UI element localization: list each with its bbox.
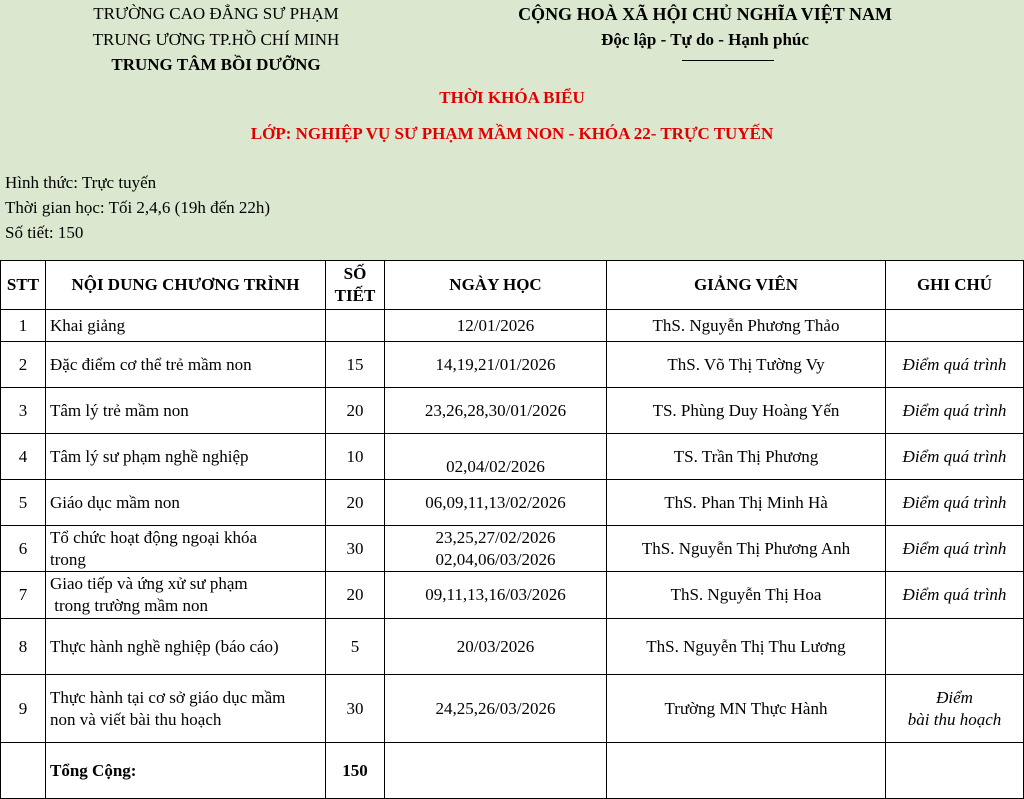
header-lecturer: GIẢNG VIÊN bbox=[607, 261, 886, 310]
row-note bbox=[886, 310, 1024, 342]
row-periods: 10 bbox=[326, 434, 385, 480]
row-note bbox=[886, 619, 1024, 675]
header-content: NỘI DUNG CHƯƠNG TRÌNH bbox=[46, 261, 326, 310]
header-periods-line2: TIẾT bbox=[334, 286, 376, 305]
table-row bbox=[1, 388, 1024, 434]
row-periods: 30 bbox=[326, 675, 385, 743]
row-lecturer: TS. Trần Thị Phương bbox=[607, 434, 886, 480]
row-note: Điểm quá trình bbox=[886, 388, 1024, 434]
row-periods: 20 bbox=[326, 480, 385, 526]
row-note: Điểm quá trình bbox=[886, 480, 1024, 526]
row-periods: 30 bbox=[326, 526, 385, 572]
header-note: GHI CHÚ bbox=[886, 261, 1024, 310]
row-date: 06,09,11,13/02/2026 bbox=[385, 480, 607, 526]
total-label: Tổng Cộng: bbox=[46, 743, 326, 799]
row-lecturer: ThS. Phan Thị Minh Hà bbox=[607, 480, 886, 526]
row-date bbox=[385, 526, 607, 572]
row-content bbox=[46, 675, 326, 743]
row-date: 02,04/02/2026 bbox=[385, 434, 607, 480]
row-note: Điểm quá trình bbox=[886, 526, 1024, 572]
row-content-line1: Thực hành tại cơ sở giáo dục mầm bbox=[50, 687, 286, 707]
total-lecturer-cell bbox=[607, 743, 886, 799]
row-stt: 2 bbox=[1, 342, 46, 388]
nation-title: CỘNG HOÀ XÃ HỘI CHỦ NGHĨA VIỆT NAM bbox=[518, 4, 892, 24]
row-note: Điểm quá trình bbox=[886, 434, 1024, 480]
table-row bbox=[1, 480, 1024, 526]
schedule-title: THỜI KHÓA BIỂU bbox=[439, 88, 585, 107]
row-lecturer: ThS. Nguyễn Thị Phương Anh bbox=[607, 526, 886, 572]
row-note bbox=[886, 675, 1024, 743]
row-content-line1: Tổ chức hoạt động ngoại khóa bbox=[50, 527, 258, 547]
row-periods: 20 bbox=[326, 572, 385, 619]
row-content: Tâm lý sư phạm nghề nghiệp bbox=[46, 434, 326, 480]
school-name-line2: TRUNG ƯƠNG TP.HỒ CHÍ MINH bbox=[92, 30, 340, 49]
row-date-line2: 02,04,06/03/2026 bbox=[435, 549, 556, 569]
row-content: Khai giảng bbox=[46, 310, 326, 342]
motto-underline bbox=[682, 60, 774, 61]
info-schedule: Thời gian học: Tối 2,4,6 (19h đến 22h) bbox=[5, 198, 271, 217]
row-periods bbox=[326, 310, 385, 342]
table-header-row bbox=[1, 261, 1024, 310]
row-stt: 8 bbox=[1, 619, 46, 675]
total-note-cell bbox=[886, 743, 1024, 799]
row-content-line2: non và viết bài thu hoạch bbox=[50, 709, 222, 729]
row-lecturer: ThS. Võ Thị Tường Vy bbox=[607, 342, 886, 388]
table-row bbox=[1, 675, 1024, 743]
header-date: NGÀY HỌC bbox=[385, 261, 607, 310]
table-row bbox=[1, 619, 1024, 675]
row-note: Điểm quá trình bbox=[886, 342, 1024, 388]
row-content: Đặc điểm cơ thể trẻ mầm non bbox=[46, 342, 326, 388]
row-content-line2: trong trường mầm non bbox=[50, 596, 208, 615]
table-total-row bbox=[1, 743, 1024, 799]
total-value: 150 bbox=[326, 743, 385, 799]
row-lecturer: Trường MN Thực Hành bbox=[607, 675, 886, 743]
row-stt: 3 bbox=[1, 388, 46, 434]
row-periods: 5 bbox=[326, 619, 385, 675]
row-lecturer: ThS. Nguyễn Phương Thảo bbox=[607, 310, 886, 342]
table-row bbox=[1, 526, 1024, 572]
class-title: LỚP: NGHIỆP VỤ SƯ PHẠM MẦM NON - KHÓA 22- TRỰC TUYẾN bbox=[250, 124, 774, 143]
row-lecturer: ThS. Nguyễn Thị Thu Lương bbox=[607, 619, 886, 675]
school-name-line1: TRƯỜNG CAO ĐẲNG SƯ PHẠM bbox=[93, 4, 339, 23]
table-row bbox=[1, 572, 1024, 619]
total-stt-cell bbox=[1, 743, 46, 799]
row-content-line1: Giao tiếp và ứng xử sư phạm bbox=[50, 574, 248, 593]
info-form: Hình thức: Trực tuyến bbox=[5, 173, 157, 192]
row-date: 23,26,28,30/01/2026 bbox=[385, 388, 607, 434]
row-note: Điểm quá trình bbox=[886, 572, 1024, 619]
row-content bbox=[46, 526, 326, 572]
nation-motto: Độc lập - Tự do - Hạnh phúc bbox=[601, 30, 809, 49]
total-date-cell bbox=[385, 743, 607, 799]
table-row bbox=[1, 434, 1024, 480]
row-periods: 20 bbox=[326, 388, 385, 434]
row-stt: 9 bbox=[1, 675, 46, 743]
row-date: 12/01/2026 bbox=[385, 310, 607, 342]
center-name: TRUNG TÂM BỒI DƯỠNG bbox=[111, 55, 321, 74]
row-lecturer: TS. Phùng Duy Hoàng Yến bbox=[607, 388, 886, 434]
row-date: 20/03/2026 bbox=[385, 619, 607, 675]
header-periods-line1: SỐ bbox=[343, 264, 367, 283]
row-content-line2: trong bbox=[50, 549, 86, 569]
row-date-line1: 23,25,27/02/2026 bbox=[435, 527, 556, 547]
row-stt: 7 bbox=[1, 572, 46, 619]
row-date: 24,25,26/03/2026 bbox=[385, 675, 607, 743]
header-stt: STT bbox=[1, 261, 46, 310]
row-note-line2: bài thu hoạch bbox=[907, 709, 1002, 729]
row-content: Giáo dục mầm non bbox=[46, 480, 326, 526]
header-periods bbox=[326, 261, 385, 310]
row-stt: 4 bbox=[1, 434, 46, 480]
row-date: 14,19,21/01/2026 bbox=[385, 342, 607, 388]
row-stt: 1 bbox=[1, 310, 46, 342]
row-content bbox=[46, 572, 326, 619]
row-periods: 15 bbox=[326, 342, 385, 388]
row-stt: 5 bbox=[1, 480, 46, 526]
table-row bbox=[1, 310, 1024, 342]
row-stt: 6 bbox=[1, 526, 46, 572]
row-note-line1: Điểm bbox=[936, 687, 973, 707]
schedule-table bbox=[0, 260, 1024, 799]
info-periods: Số tiết: 150 bbox=[5, 223, 84, 242]
table-row bbox=[1, 342, 1024, 388]
row-content: Tâm lý trẻ mầm non bbox=[46, 388, 326, 434]
row-content: Thực hành nghề nghiệp (báo cáo) bbox=[46, 619, 326, 675]
row-date: 09,11,13,16/03/2026 bbox=[385, 572, 607, 619]
row-lecturer: ThS. Nguyễn Thị Hoa bbox=[607, 572, 886, 619]
